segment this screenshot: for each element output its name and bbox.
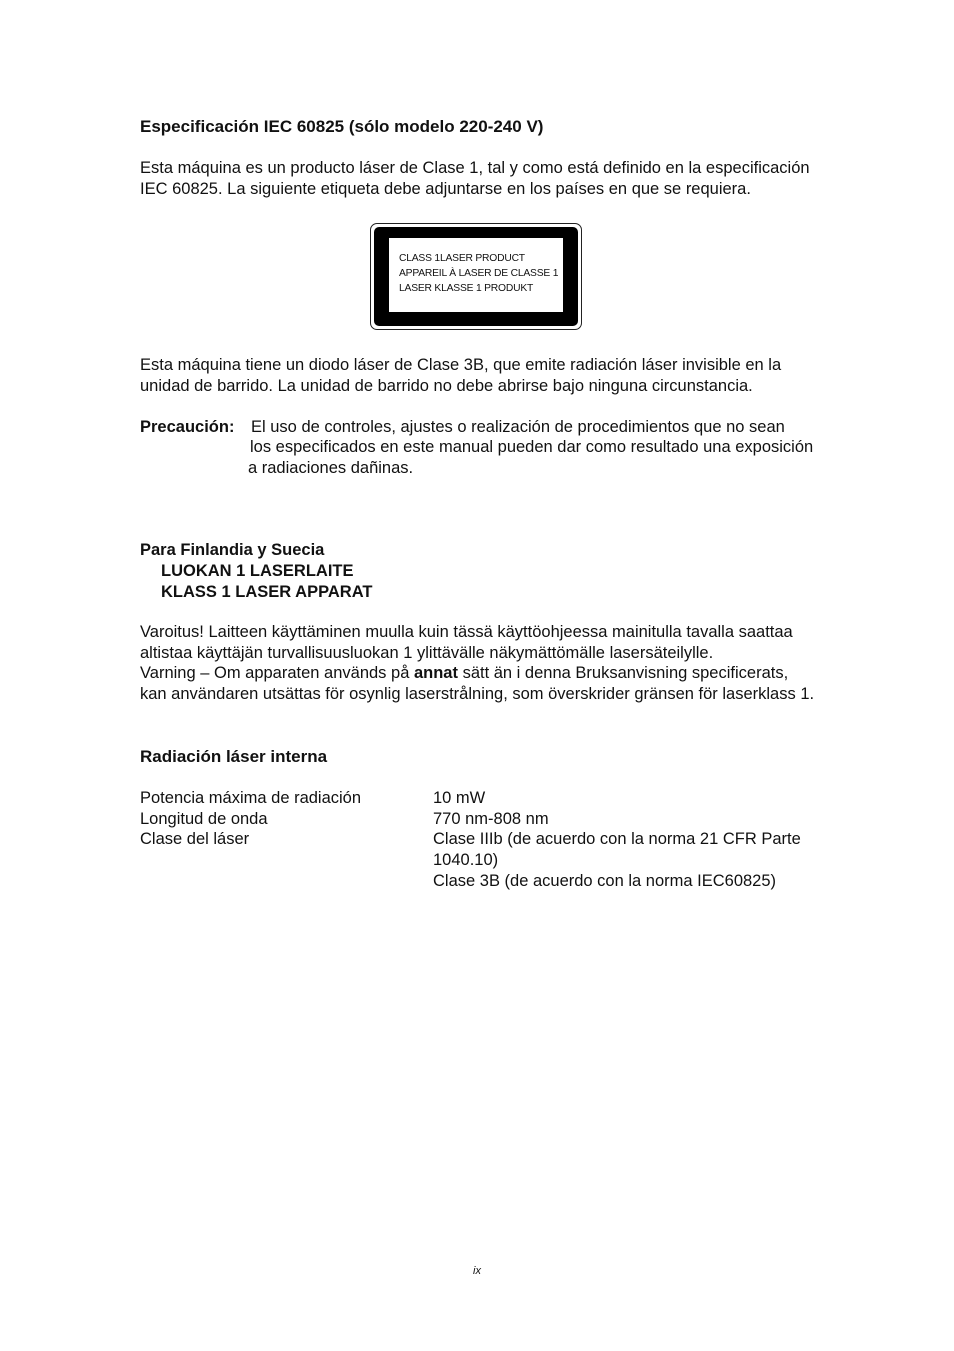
spec-value: Clase IIIb (de acuerdo con la norma 21 CFR Parte [433,830,801,849]
caution-line: los especificados en este manual pueden dar como resultado una exposición [250,438,814,456]
spec-row-continuation [140,871,860,892]
nordic-title: Para Finlandia y Suecia [140,541,325,559]
label-line: CLASS 1LASER PRODUCT [399,253,525,264]
spec-label: Potencia máxima de radiación [140,789,362,807]
spec-table [140,788,860,891]
page-number: ix [473,1265,481,1277]
spec-row [140,788,860,809]
spec-row [140,829,860,850]
finnish-warning-line: Varoitus! Laitteen käyttäminen muulla kuin tässä käyttöohjeessa mainitulla tavalla saattaa [140,623,793,641]
iec-section-title: Especificación IEC 60825 (sólo modelo 220-240 V) [140,117,544,136]
label-panel [389,238,563,312]
nordic-warnings [140,622,814,705]
nordic-finnish-class: LUOKAN 1 LASERLAITE [161,562,354,580]
spec-value: 1040.10) [433,851,499,870]
diode-line: unidad de barrido. La unidad de barrido no debe abrirse bajo ninguna circunstancia. [140,376,753,395]
iec-intro-line: IEC 60825. La siguiente etiqueta debe adjuntarse en los países en que se requiera. [140,179,751,198]
spec-row-continuation [140,850,860,871]
spec-value: 10 mW [433,789,486,807]
finnish-warning-line: altistaa käyttäjän turvallisuusluokan 1 ylittävälle näkymättömälle lasersäteilylle. [140,643,714,662]
diode-paragraph [140,355,781,396]
swedish-warning-text: Varning – Om apparaten används på [140,664,414,683]
nordic-swedish-class: KLASS 1 LASER APPARAT [161,583,373,601]
label-text [399,251,558,296]
swedish-warning-bold: annat [413,664,458,683]
label-border [374,227,578,326]
spec-value: Clase 3B (de acuerdo con la norma IEC60825) [433,871,777,890]
internal-radiation-title: Radiación láser interna [140,747,328,766]
label-line: LASER KLASSE 1 PRODUKT [399,283,534,294]
swedish-warning-text: sätt än i denna Bruksanvisning specificerats, [457,664,789,683]
spec-label: Longitud de onda [140,809,268,828]
swedish-warning-line [140,663,814,684]
spec-row [140,809,860,830]
spec-value: 770 nm-808 nm [433,809,549,828]
diode-line: Esta máquina tiene un diodo láser de Clase 3B, que emite radiación láser invisible en la [140,356,782,374]
iec-intro [140,158,810,199]
label-line: APPAREIL À LASER DE CLASSE 1 [399,268,559,279]
caution-label: Precaución: [140,418,235,436]
laser-class-label [370,223,582,330]
caution-line: a radiaciones dañinas. [248,459,414,477]
caution-line: El uso de controles, ajustes o realización de procedimientos que no sean [251,418,785,436]
swedish-warning-line: kan användaren utsättas för osynlig laserstrålning, som överskrider gränsen för laserklass 1. [140,685,815,704]
spec-label: Clase del láser [140,830,250,849]
iec-intro-line: Esta máquina es un producto láser de Clase 1, tal y como está definido en la especificación [140,159,810,177]
